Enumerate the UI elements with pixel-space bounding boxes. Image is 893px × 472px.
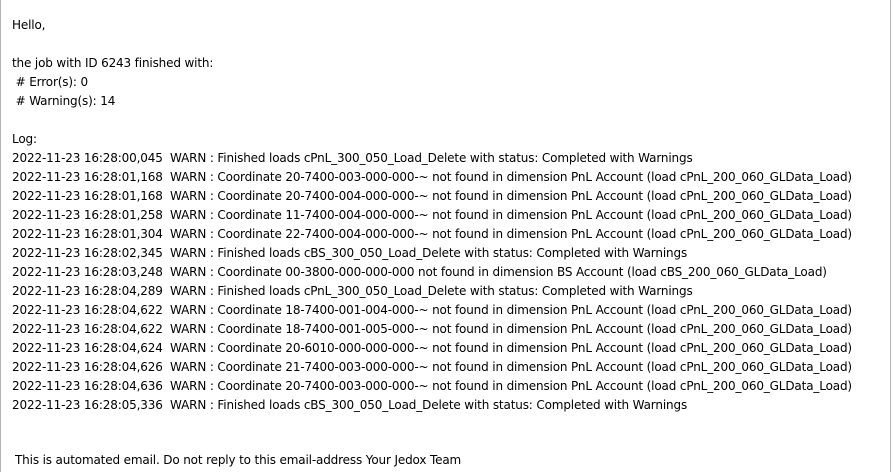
log-entry: 2022-11-23 16:28:01,168 WARN : Coordinate 20-7400-003-000-000-~ not found in dimension PnL Account (load cPnL_200_060_GLData_Load) <box>12 170 852 184</box>
job-summary-text: the job with ID 6243 finished with: <box>12 56 214 70</box>
email-footer: This is automated email. Do not reply to this email-address Your Jedox Team <box>15 453 462 467</box>
log-entry: 2022-11-23 16:28:01,258 WARN : Coordinate 11-7400-004-000-000-~ not found in dimension PnL Account (load cPnL_200_060_GLData_Load) <box>12 208 852 222</box>
warning-count-line: # Warning(s): 14 <box>12 94 116 108</box>
log-entry: 2022-11-23 16:28:04,289 WARN : Finished loads cPnL_300_050_Load_Delete with status: Completed with Warnings <box>12 284 693 298</box>
log-list <box>12 149 852 415</box>
log-label: Log: <box>12 132 37 146</box>
log-entry: 2022-11-23 16:28:04,624 WARN : Coordinate 20-6010-000-000-000-~ not found in dimension PnL Account (load cPnL_200_060_GLData_Load) <box>12 341 852 355</box>
log-entry: 2022-11-23 16:28:02,345 WARN : Finished loads cBS_300_050_Load_Delete with status: Completed with Warnings <box>12 246 688 260</box>
error-count-line: # Error(s): 0 <box>12 75 88 89</box>
log-entry: 2022-11-23 16:28:01,304 WARN : Coordinate 22-7400-004-000-000-~ not found in dimension PnL Account (load cPnL_200_060_GLData_Load) <box>12 227 852 241</box>
log-entry: 2022-11-23 16:28:05,336 WARN : Finished loads cBS_300_050_Load_Delete with status: Completed with Warnings <box>12 398 688 412</box>
log-entry: 2022-11-23 16:28:00,045 WARN : Finished loads cPnL_300_050_Load_Delete with status: Completed with Warnings <box>12 151 693 165</box>
log-entry: 2022-11-23 16:28:04,626 WARN : Coordinate 21-7400-003-000-000-~ not found in dimension PnL Account (load cPnL_200_060_GLData_Load) <box>12 360 852 374</box>
log-entry: 2022-11-23 16:28:03,248 WARN : Coordinate 00-3800-000-000-000 not found in dimension BS Account (load cBS_200_060_GLData_Load) <box>12 265 827 279</box>
log-entry: 2022-11-23 16:28:01,168 WARN : Coordinate 20-7400-004-000-000-~ not found in dimension PnL Account (load cPnL_200_060_GLData_Load) <box>12 189 852 203</box>
log-entry: 2022-11-23 16:28:04,622 WARN : Coordinate 18-7400-001-005-000-~ not found in dimension PnL Account (load cPnL_200_060_GLData_Load) <box>12 322 852 336</box>
log-entry: 2022-11-23 16:28:04,622 WARN : Coordinate 18-7400-001-004-000-~ not found in dimension PnL Account (load cPnL_200_060_GLData_Load) <box>12 303 852 317</box>
email-greeting: Hello, <box>12 18 46 32</box>
log-entry: 2022-11-23 16:28:04,636 WARN : Coordinate 20-7400-003-000-000-~ not found in dimension PnL Account (load cPnL_200_060_GLData_Load) <box>12 379 852 393</box>
